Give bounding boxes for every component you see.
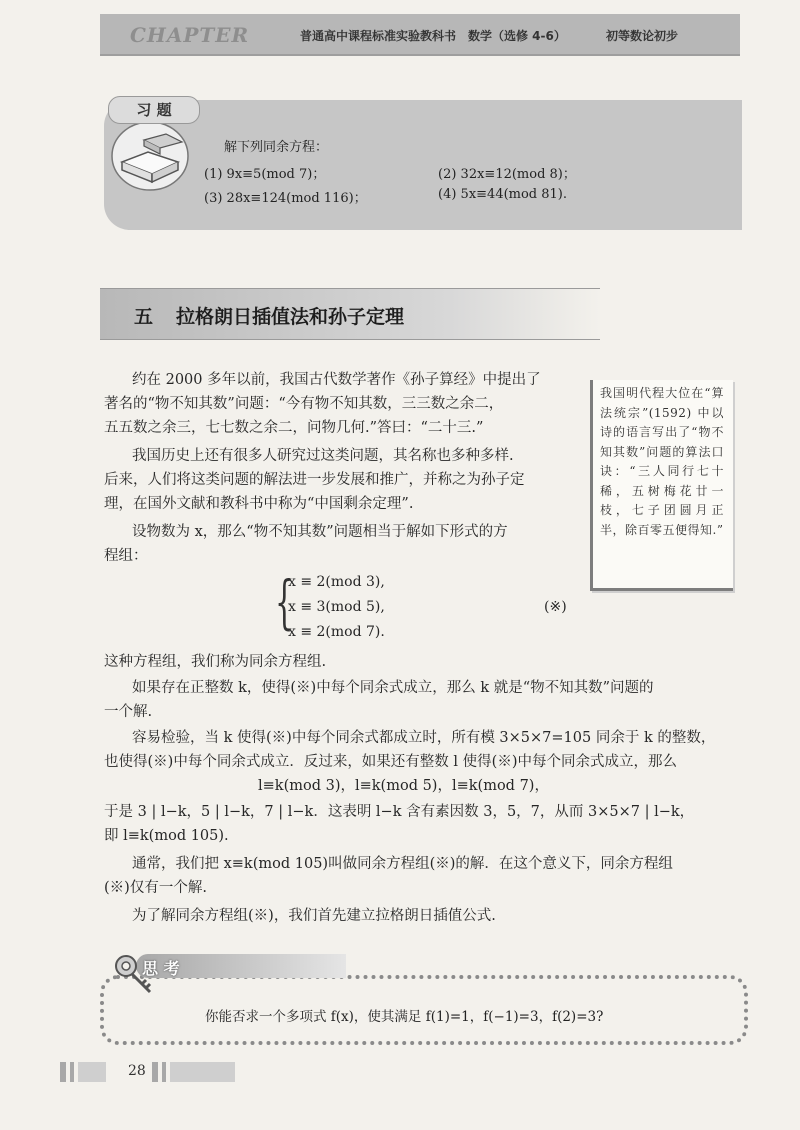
text-line: 理，在国外文献和教科书中称为“中国剩余定理”. [104,496,414,512]
text-line: 著名的“物不知其数”问题：“今有物不知其数，三三数之余二， [104,396,504,412]
exercise-box [104,100,742,230]
congruence-equation: x ≡ 2(mod 7). [288,624,385,640]
text-line: 于是 3 | l−k，5 | l−k，7 | l−k．这表明 l−k 含有素因数 3，5，7，从而 3×5×7 | l−k， [104,804,695,820]
system-label: (※) [544,599,567,615]
congruence-equation: x ≡ 3(mod 5), [288,599,385,615]
exercise-item: (2) 32x≡12(mod 8)； [438,167,576,182]
section-title: 拉格朗日插值法和孙子定理 [176,306,405,328]
text-line: 如果存在正整数 k，使得(※)中每个同余式成立，那么 k 就是“物不知其数”问题的 [132,680,654,696]
section-number: 五 [134,306,154,328]
text-line: 程组： [104,548,148,564]
book-title: 普通高中课程标准实验教科书 数学（选修 4-6） [300,29,566,43]
text-line: 为了解同余方程组(※)，我们首先建立拉格朗日插值公式. [132,908,496,924]
text-line: 五五数之余三，七七数之余二，问物几何.”答曰：“二十三.” [104,420,484,436]
exercise-item: (4) 5x≡44(mod 81). [438,187,568,202]
congruence-equation: x ≡ 2(mod 3), [288,574,385,590]
system-brace: { [275,568,294,636]
exercise-intro: 解下列同余方程： [224,140,329,155]
text-line: (※)仅有一个解. [104,880,207,896]
chapter-label: CHAPTER [130,23,250,47]
text-line: 容易检验，当 k 使得(※)中每个同余式都成立时，所有模 3×5×7=105 同余于 k 的整数， [132,730,716,746]
text-line: 这种方程组，我们称为同余方程组. [104,654,327,670]
think-question: 你能否求一个多项式 f(x)，使其满足 f(1)=1，f(−1)=3，f(2)=3? [205,1009,604,1025]
exercise-item: (3) 28x≡124(mod 116)； [204,191,367,206]
text-line: l≡k(mod 3)，l≡k(mod 5)，l≡k(mod 7)， [258,778,549,794]
text-line: 也使得(※)中每个同余式成立．反过来，如果还有整数 l 使得(※)中每个同余式成立，那么 [104,754,677,770]
text-line: 我国历史上还有很多人研究过这类问题，其名称也多种多样. [132,448,514,464]
text-line: 通常，我们把 x≡k(mod 105)叫做同余方程组(※)的解．在这个意义下，同余方程组 [132,856,673,872]
text-line: 设物数为 x，那么“物不知其数”问题相当于解如下形式的方 [132,524,508,540]
book-topic: 初等数论初步 [606,29,679,43]
text-line: 后来，人们将这类问题的解法进一步发展和推广，并称之为孙子定 [104,472,525,488]
think-label: 思 考 [142,959,180,978]
side-note-text: 我国明代程大位在“算法统宗”(1592) 中以诗的语言写出了“物不知其数”问题的算法口诀：“三人同行七十稀，五树梅花廿一枝，七子团圆月正半，除百零五便得知.” [600,386,724,537]
text-line: 即 l≡k(mod 105). [104,828,229,844]
exercise-item: (1) 9x≡5(mod 7)； [204,167,326,182]
page-number: 28 [122,1063,152,1079]
text-line: 约在 2000 多年以前，我国古代数学著作《孙子算经》中提出了 [132,372,541,388]
text-line: 一个解. [104,704,153,720]
exercise-tag: 习 题 [108,96,200,124]
